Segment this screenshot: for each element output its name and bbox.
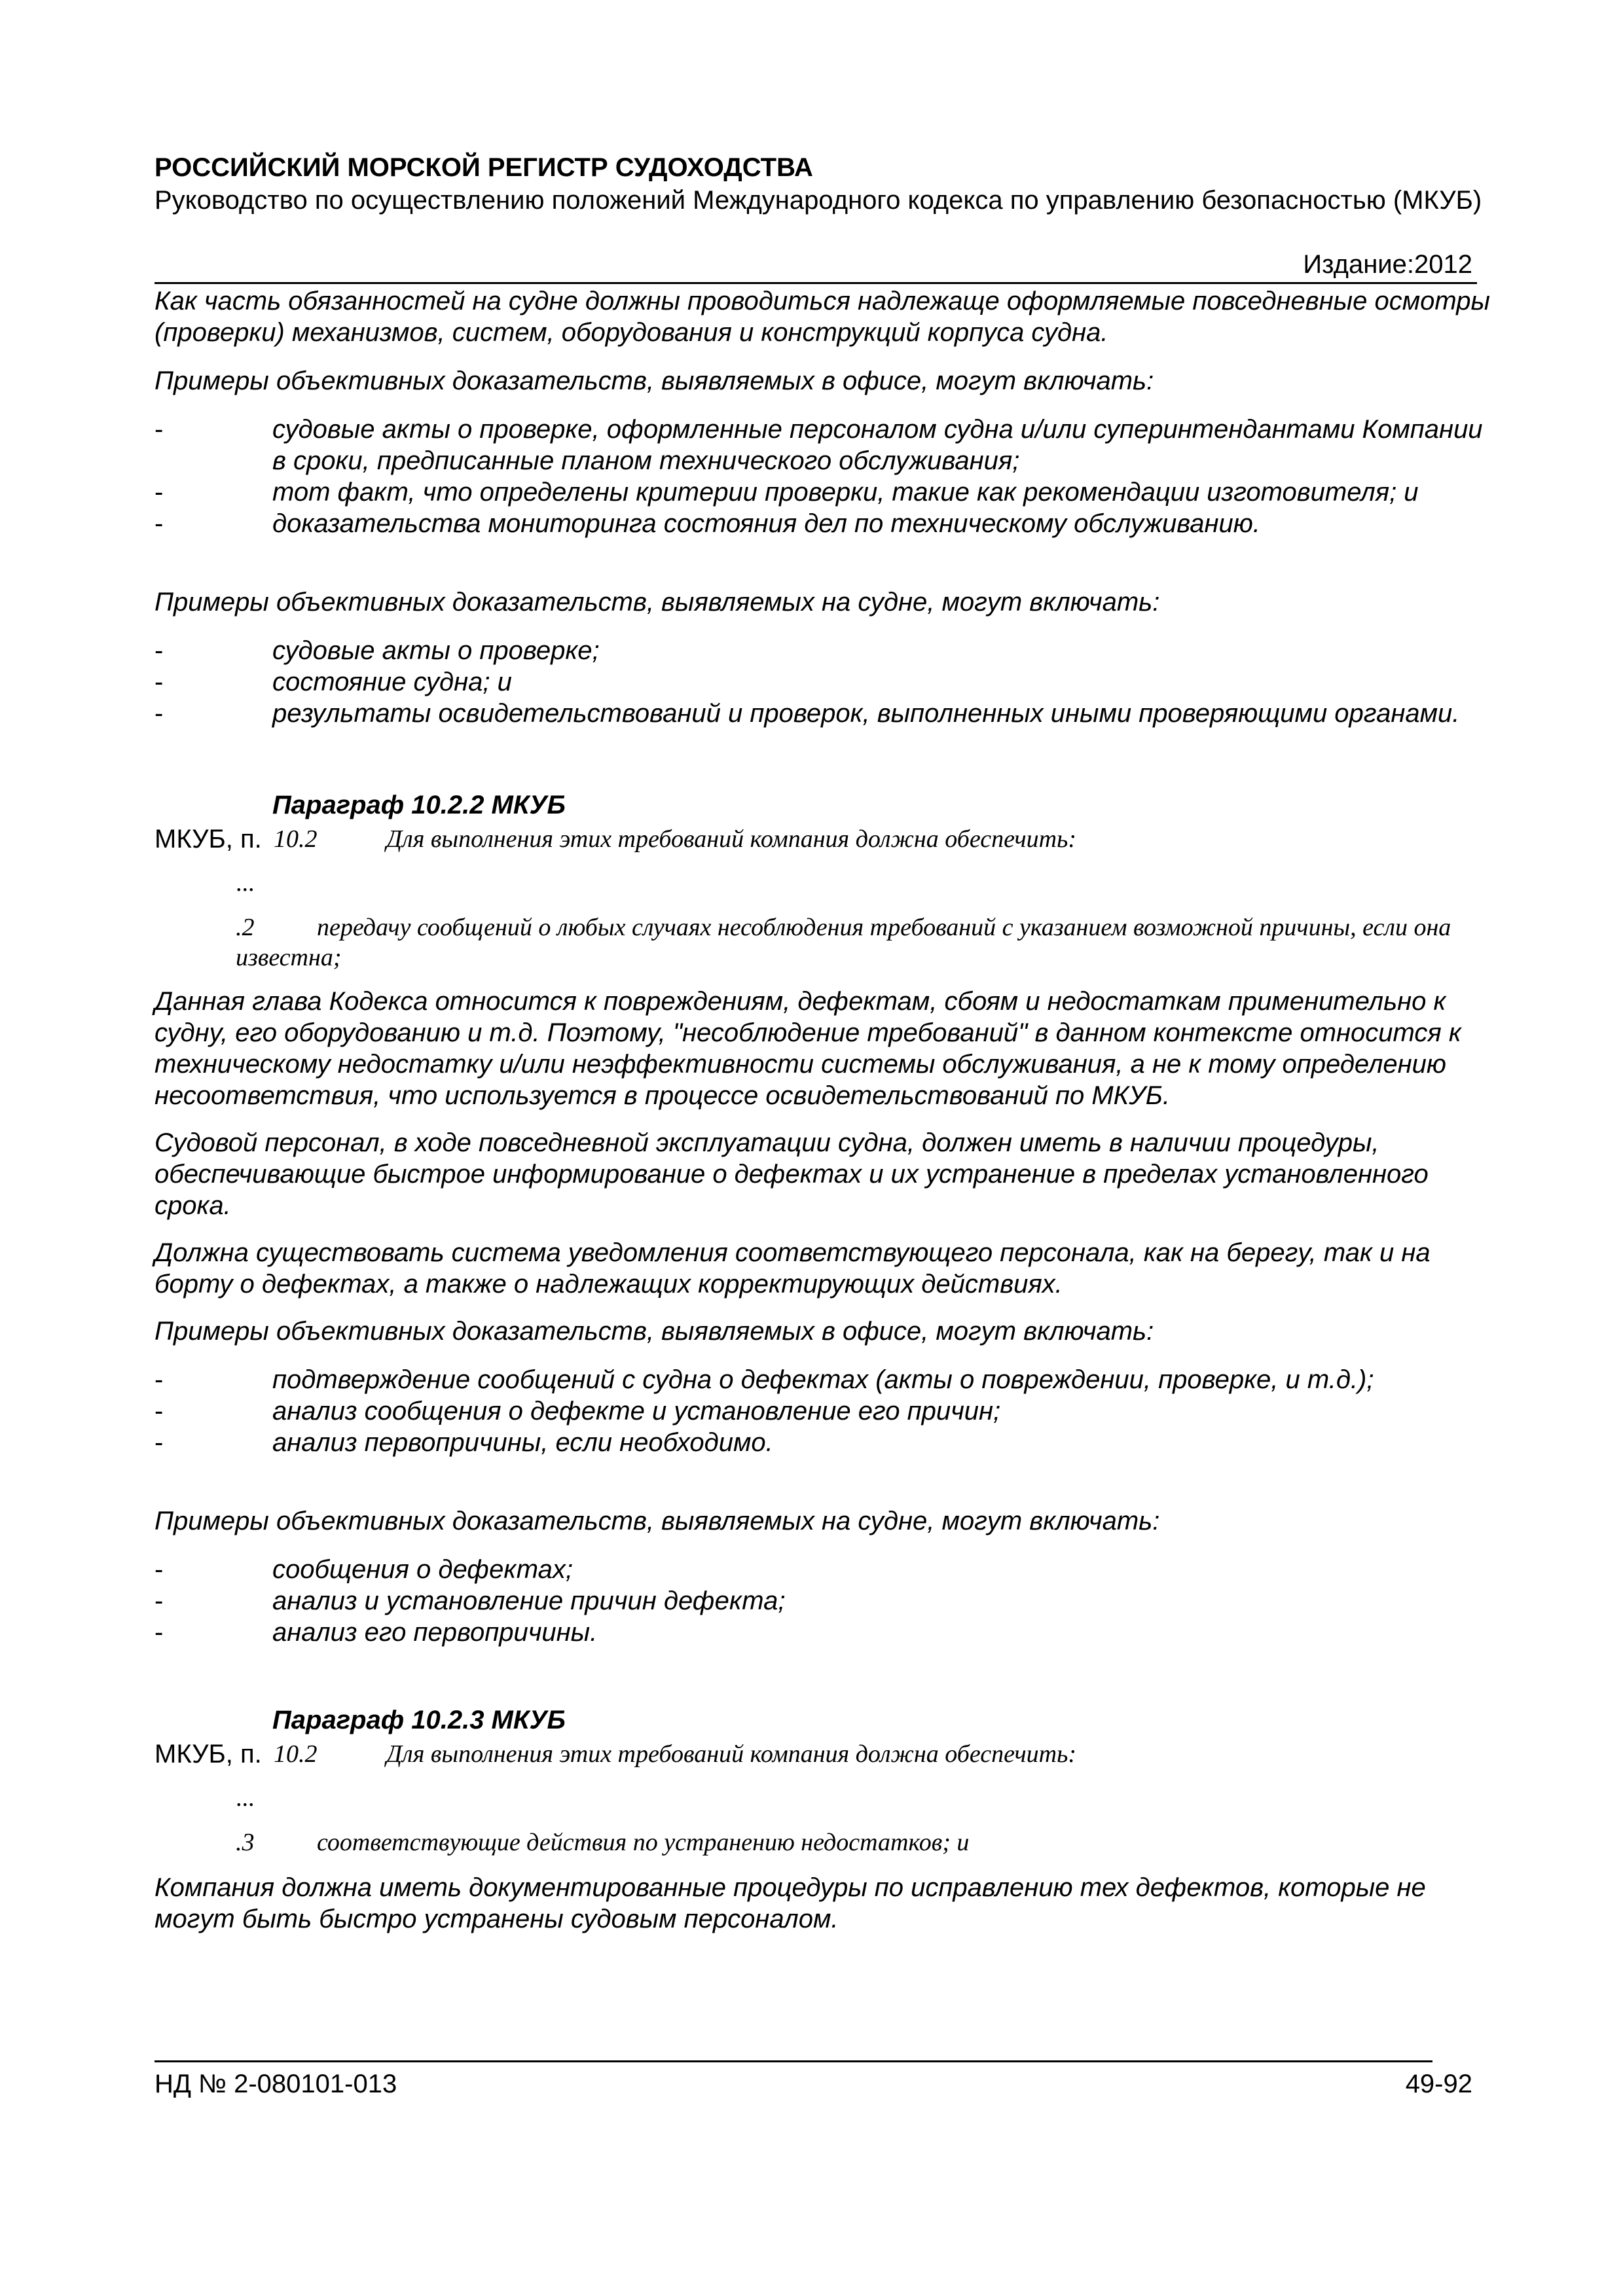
list-item <box>155 1617 1490 1648</box>
list-item <box>155 1585 1490 1617</box>
section2-heading: Параграф 10.2.2 МКУБ <box>272 791 566 819</box>
header-title: Руководство по осуществлению положений Международного кодекса по управлению безопасностью (МКУБ) <box>155 186 1482 215</box>
bullet-dash: - <box>155 1397 164 1426</box>
list-item <box>155 1395 1490 1427</box>
list-item <box>155 476 1490 508</box>
list-item <box>155 1554 1490 1585</box>
section3-paragraph-1: Компания должна иметь документированные процедуры по исправлению тех дефектов, которые не могут быть быстро устранены судовым персоналом. <box>155 1873 1426 1933</box>
bullet-dash: - <box>155 478 164 507</box>
reference-number: 10.2 <box>274 825 318 853</box>
section2-office-title: Примеры объективных доказательств, выявляемых в офисе, могут включать: <box>155 1317 1154 1346</box>
reference-number: 10.2 <box>274 1740 318 1768</box>
list-item <box>155 698 1490 729</box>
list-item <box>155 508 1490 539</box>
reference-label: МКУБ, п. <box>155 825 262 853</box>
section3-reference <box>155 1738 1490 1770</box>
footer-divider <box>155 2060 1432 2062</box>
list-item-text: тот факт, что определены критерии проверки, такие как рекомендации изготовителя; и <box>272 478 1419 507</box>
section2-ship-title: Примеры объективных доказательств, выявляемых на судне, могут включать: <box>155 1507 1160 1535</box>
list-item <box>155 414 1490 476</box>
section2-paragraph-2: Судовой персонал, в ходе повседневной эксплуатации судна, должен иметь в наличии процедуры, обеспечивающие быстрое информирование о дефектах и их устранение в пределах установленного срока. <box>155 1128 1429 1220</box>
header-edition: Издание:2012 <box>1303 250 1472 279</box>
quote-ellipsis: ... <box>236 869 255 897</box>
bullet-dash: - <box>155 668 164 696</box>
section3-heading: Параграф 10.2.3 МКУБ <box>272 1706 566 1734</box>
list-item-text: состояние судна; и <box>272 668 512 696</box>
list-item-text: подтверждение сообщений с судна о дефектах (акты о повреждении, проверке, и т.д.); <box>272 1365 1374 1394</box>
header-divider <box>155 282 1477 284</box>
subitem-number: .3 <box>236 1829 255 1856</box>
header-organization: РОССИЙСКИЙ МОРСКОЙ РЕГИСТР СУДОХОДСТВА <box>155 153 813 182</box>
list-item <box>155 1364 1490 1395</box>
section1-ship-list <box>155 635 1490 729</box>
quoted-subitem <box>155 912 1490 973</box>
document-body <box>155 285 1490 1935</box>
section2-paragraph-3: Должна существовать система уведомления соответствующего персонала, как на берегу, так и на борту о дефектах, а также о надлежащих корректирующих действиях. <box>155 1238 1431 1299</box>
list-item-text: сообщения о дефектах; <box>272 1555 573 1584</box>
bullet-dash: - <box>155 415 164 444</box>
bullet-dash: - <box>155 1555 164 1584</box>
bullet-dash: - <box>155 1365 164 1394</box>
list-item <box>155 635 1490 666</box>
list-item-text: анализ первопричины, если необходимо. <box>272 1428 773 1457</box>
list-item <box>155 666 1490 698</box>
list-item-text: судовые акты о проверке; <box>272 636 600 665</box>
subitem-text: соответствующие действия по устранению недостатков; и <box>317 1829 970 1856</box>
section2-office-list <box>155 1364 1490 1458</box>
list-item-text: анализ его первопричины. <box>272 1618 598 1647</box>
bullet-dash: - <box>155 636 164 665</box>
list-item-text: анализ сообщения о дефекте и установление его причин; <box>272 1397 1001 1426</box>
subitem-number: .2 <box>236 914 255 941</box>
quoted-subitem <box>155 1827 1490 1857</box>
intro-paragraph: Как часть обязанностей на судне должны проводиться надлежаще оформляемые повседневные осмотры (проверки) механизмов, систем, оборудования и конструкций корпуса судна. <box>155 287 1490 347</box>
section1-office-title: Примеры объективных доказательств, выявляемых в офисе, могут включать: <box>155 367 1154 395</box>
list-item-text: результаты освидетельствований и проверок, выполненных иными проверяющими органами. <box>272 699 1460 728</box>
bullet-dash: - <box>155 1618 164 1647</box>
list-item <box>155 1427 1490 1458</box>
bullet-dash: - <box>155 509 164 538</box>
section2-ship-list <box>155 1554 1490 1648</box>
list-item-text: анализ и установление причин дефекта; <box>272 1587 786 1615</box>
list-item-text: судовые акты о проверке, оформленные персоналом судна и/или суперинтендантами Компании в сроки, предписанные планом технического обслуживания; <box>272 415 1483 475</box>
section1-ship-title: Примеры объективных доказательств, выявляемых на судне, могут включать: <box>155 588 1160 617</box>
reference-text: Для выполнения этих требований компания должна обеспечить: <box>386 825 1076 853</box>
list-item-text: доказательства мониторинга состояния дел по техническому обслуживанию. <box>272 509 1260 538</box>
bullet-dash: - <box>155 699 164 728</box>
reference-label: МКУБ, п. <box>155 1740 262 1768</box>
bullet-dash: - <box>155 1587 164 1615</box>
section2-reference <box>155 823 1490 855</box>
footer-page-number: 49-92 <box>1405 2070 1472 2098</box>
reference-text: Для выполнения этих требований компания должна обеспечить: <box>386 1740 1076 1768</box>
subitem-text: передачу сообщений о любых случаях несоблюдения требований с указанием возможной причины, если она известна; <box>236 914 1451 971</box>
bullet-dash: - <box>155 1428 164 1457</box>
footer-document-number: НД № 2-080101-013 <box>155 2070 397 2098</box>
section1-office-list <box>155 414 1490 539</box>
section2-paragraph-1: Данная глава Кодекса относится к повреждениям, дефектам, сбоям и недостаткам применительно к судну, его оборудованию и т.д. Поэтому, "несоблюдение требований" в данном контексте относится к техническому недостатку и/или неэффективности системы обслуживания, а не к тому определению несоответствия, что используется в процессе освидетельствований по МКУБ. <box>155 987 1461 1110</box>
quote-ellipsis: ... <box>236 1784 255 1812</box>
